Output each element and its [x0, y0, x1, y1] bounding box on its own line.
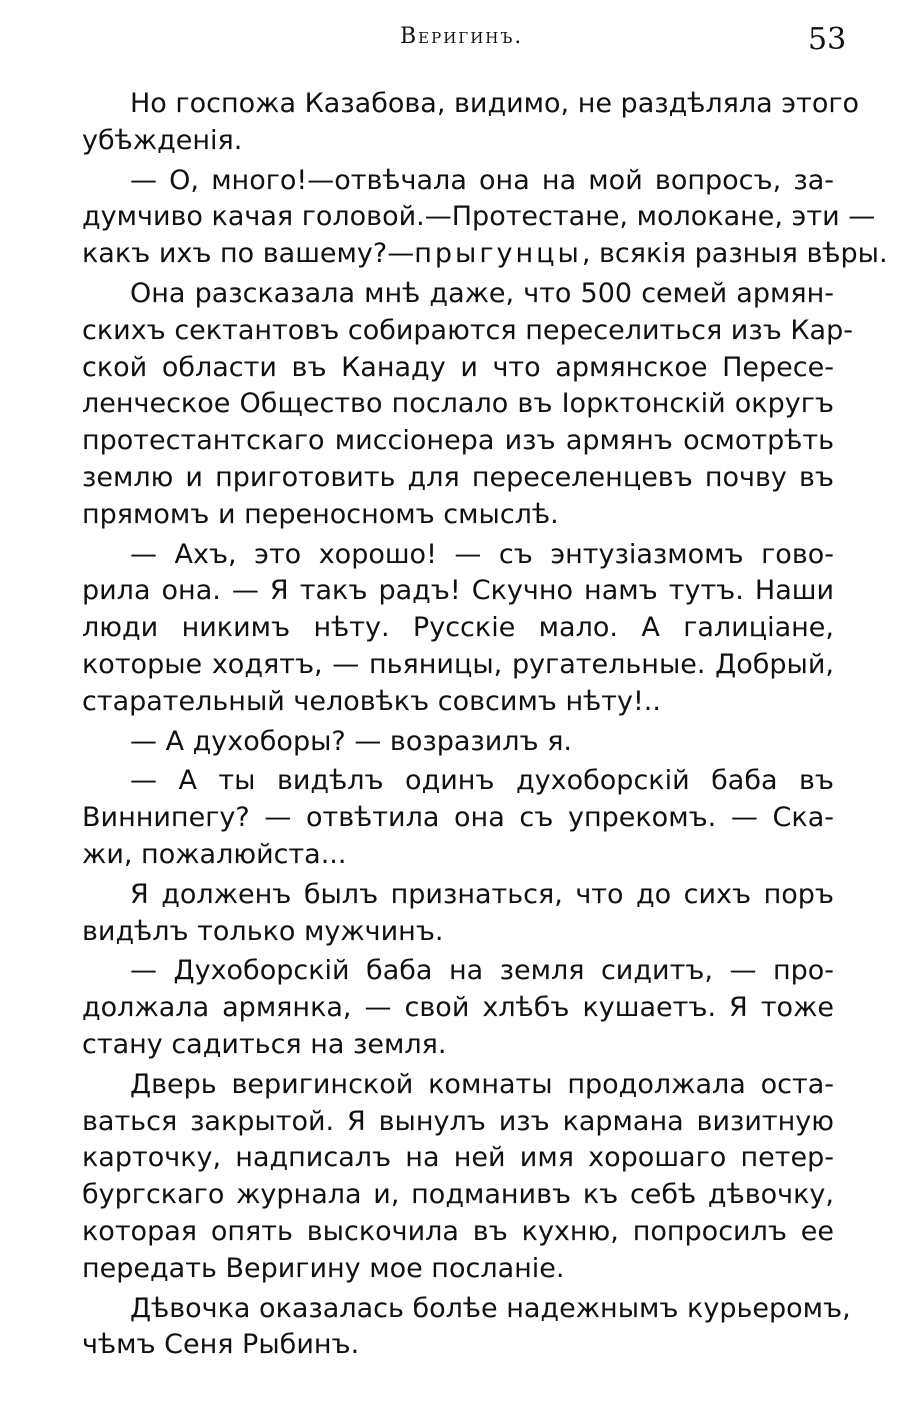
page-number: 53 [808, 22, 847, 57]
line-fragment: , всякія разныя вѣры. [581, 238, 888, 270]
text-line [82, 236, 888, 273]
text-line: — Ахъ, это хорошо! — съ энтузіазмомъ гово- [130, 538, 834, 570]
running-title: Веригинъ. [400, 24, 524, 49]
text-line: Но госпожа Казабова, видимо, не раздѣляла этого [130, 88, 860, 119]
paragraph [82, 163, 888, 273]
text-line: которая опять выскочила въ кухню, попросилъ ее [82, 1215, 834, 1247]
text-line: — А духоборы? — возразилъ я. [130, 725, 573, 757]
paragraph [82, 537, 834, 721]
paragraph [82, 1067, 834, 1288]
text-line: ской области въ Канаду и что армянское Пересе- [82, 351, 834, 383]
paragraph [82, 953, 834, 1063]
text-line: бургскаго журнала и, подманивъ къ себѣ дѣвочку, [82, 1179, 834, 1211]
text-line: Я долженъ былъ признаться, что до сихъ поръ [130, 878, 834, 910]
text-line: ваться закрытой. Я вынулъ изъ кармана визитную [82, 1105, 834, 1137]
paragraph [82, 877, 834, 951]
text-line: Она разсказала мнѣ даже, что 500 семей армян- [130, 277, 834, 309]
text-line: думчиво качая головой.—Протестане, молокане, эти — [82, 201, 876, 233]
text-line: жи, пожалюйста... [82, 838, 347, 870]
text-line: ленческое Общество послало въ Іорктонскій округъ [82, 388, 834, 420]
body-text [82, 86, 888, 1367]
text-line: передать Веригину мое посланіе. [82, 1252, 565, 1284]
text-line: чѣмъ Сеня Рыбинъ. [82, 1329, 360, 1361]
text-line: землю и приготовить для переселенцевъ почву въ [82, 461, 834, 493]
paragraph [82, 276, 853, 534]
text-line: видѣлъ только мужчинъ. [82, 915, 444, 947]
text-line: люди никимъ нѣту. Русскіе мало. А галиціане, [82, 612, 834, 644]
paragraph [82, 724, 834, 761]
text-line: стану садиться на земля. [82, 1028, 447, 1060]
text-line: убѣжденія. [82, 124, 243, 156]
spaced-word: прыгунцы [414, 238, 582, 270]
paragraph [82, 1291, 851, 1365]
text-line: скихъ сектантовъ собираются переселиться изъ Кар- [82, 314, 853, 346]
text-line: рила она. — Я такъ радъ! Скучно намъ тутъ. Наши [82, 575, 834, 607]
text-line: старательный человѣкъ совсимъ нѣту!.. [82, 685, 661, 717]
paragraph [82, 763, 834, 873]
text-line: Дверь веригинской комнаты продолжала оста- [130, 1068, 834, 1100]
line-fragment: какъ ихъ по вашему?— [82, 238, 415, 270]
text-line: карточку, надписалъ на ней имя хорошаго петер- [82, 1142, 834, 1174]
text-line: которые ходятъ, — пьяницы, ругательные. Добрый, [82, 648, 834, 680]
page-header [0, 20, 913, 60]
text-line: Виннипегу? — отвѣтила она съ упрекомъ. — Ска- [82, 802, 834, 834]
text-line: — О, много!—отвѣчала она на мой вопросъ, за- [130, 164, 834, 196]
text-line: — Духоборскій баба на земля сидитъ, — про- [130, 955, 834, 987]
text-line: протестантскаго миссіонера изъ армянъ осмотрѣть [82, 425, 834, 457]
paragraph [82, 86, 860, 160]
text-line: прямомъ и переносномъ смыслѣ. [82, 498, 559, 530]
text-line: Дѣвочка оказалась болѣе надежнымъ курьеромъ, [130, 1292, 851, 1324]
text-line: должала армянка, — свой хлѣбъ кушаетъ. Я тоже [82, 992, 834, 1024]
text-line: — А ты видѣлъ одинъ духоборскій баба въ [130, 765, 834, 797]
